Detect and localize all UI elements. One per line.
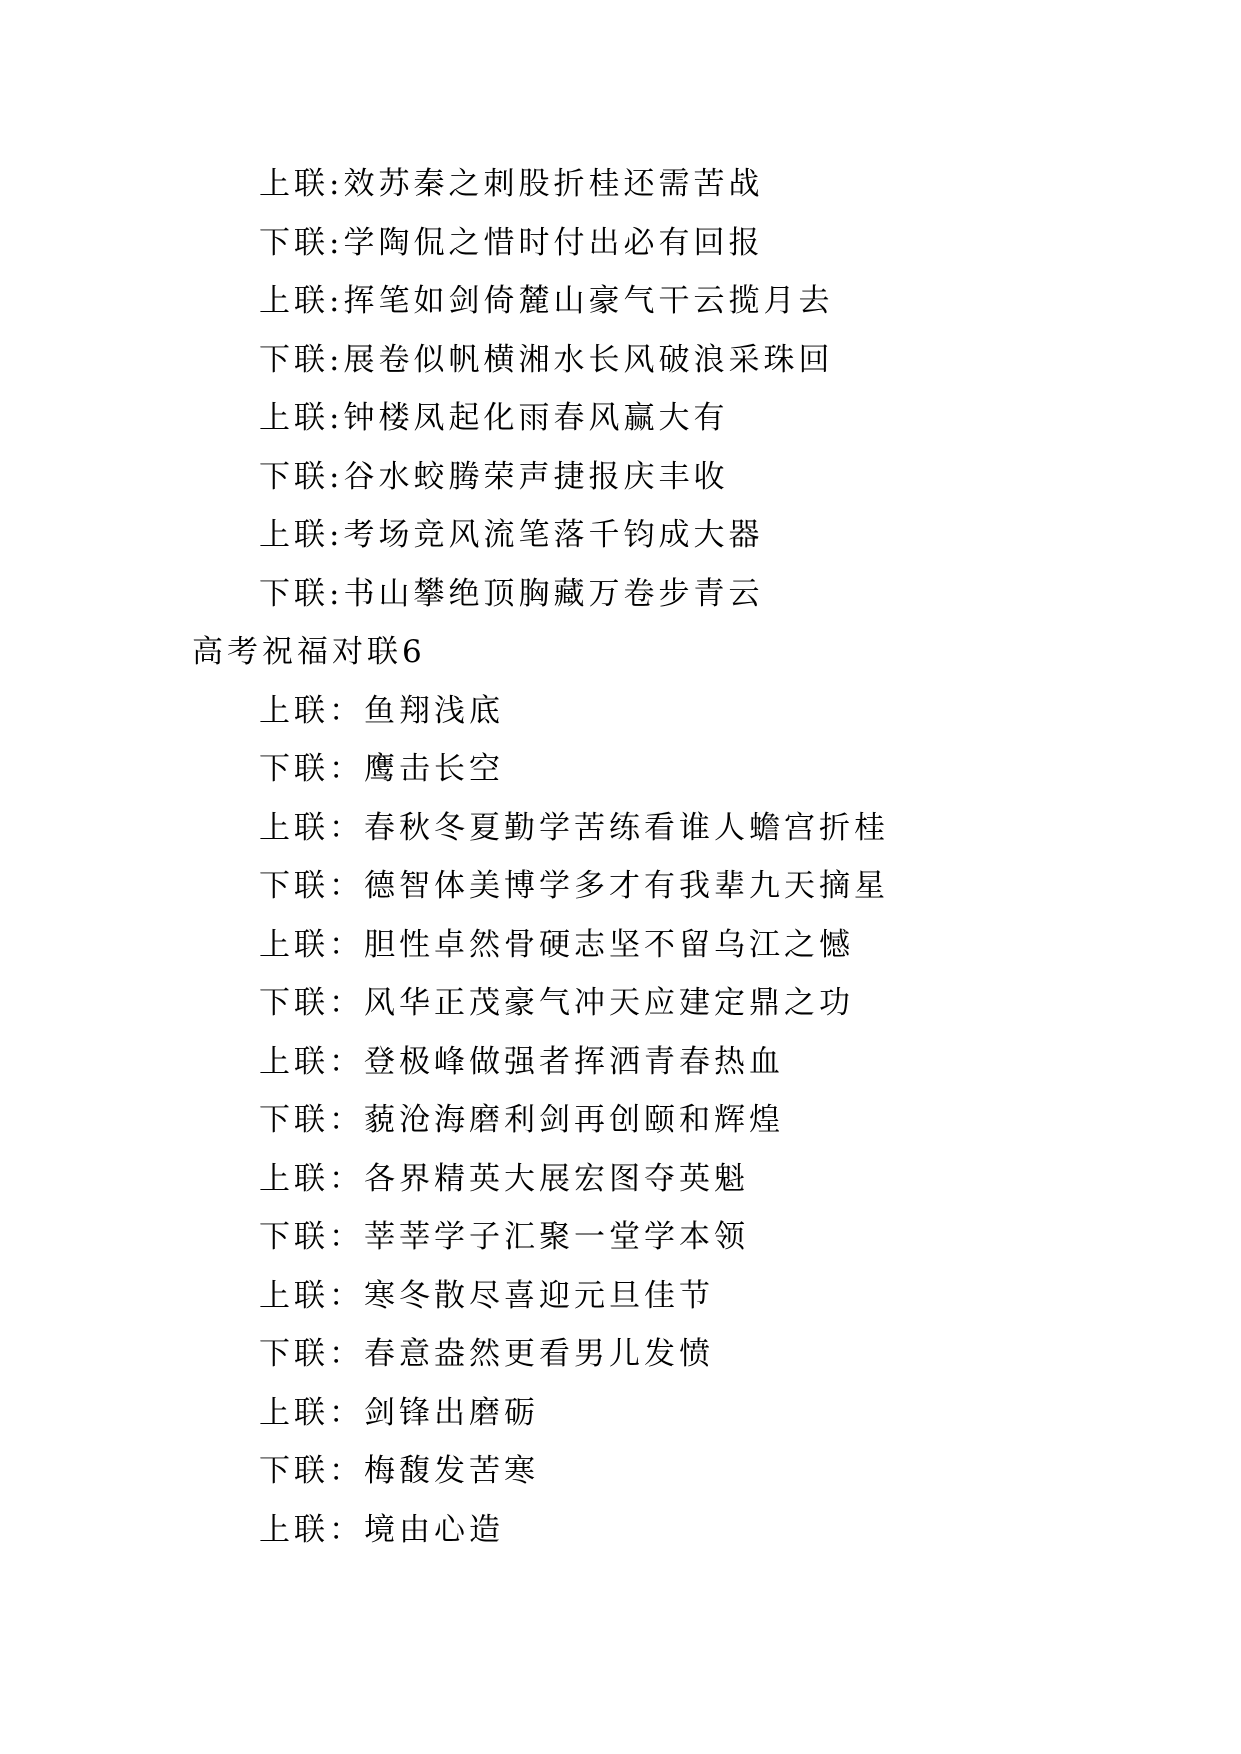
couplet-line: 上联：剑锋出磨砺	[259, 1394, 539, 1431]
couplet-line: 上联：鱼翔浅底	[259, 692, 504, 729]
couplet-line: 下联:谷水蛟腾荣声捷报庆丰收	[259, 458, 729, 495]
couplet-line: 上联：胆性卓然骨硬志坚不留乌江之憾	[259, 926, 854, 963]
couplet-line: 下联:学陶侃之惜时付出必有回报	[259, 224, 764, 261]
couplet-line: 下联：梅馥发苦寒	[259, 1453, 539, 1489]
couplet-line: 上联:钟楼凤起化雨春风赢大有	[259, 400, 729, 436]
section-heading: 高考祝福对联6	[192, 634, 426, 670]
couplet-line: 上联：登极峰做强者挥洒青春热血	[259, 1043, 784, 1080]
couplet-line: 下联:书山攀绝顶胸藏万卷步青云	[259, 575, 764, 612]
couplet-line: 上联:考场竞风流笔落千钧成大器	[259, 517, 764, 553]
couplet-line: 上联：春秋冬夏勤学苦练看谁人蟾宫折桂	[259, 809, 889, 846]
couplet-line: 上联:挥笔如剑倚麓山豪气干云揽月去	[259, 283, 834, 319]
couplet-line: 上联:效苏秦之刺股折桂还需苦战	[259, 166, 764, 202]
couplet-line: 下联：风华正茂豪气冲天应建定鼎之功	[259, 985, 854, 1021]
couplet-line: 下联：藐沧海磨利剑再创颐和辉煌	[259, 1102, 784, 1138]
couplet-line: 下联：莘莘学子汇聚一堂学本领	[259, 1219, 749, 1255]
couplet-line: 下联：春意盎然更看男儿发愤	[259, 1336, 714, 1372]
couplet-line: 下联:展卷似帆横湘水长风破浪采珠回	[259, 341, 834, 378]
couplet-line: 上联：寒冬散尽喜迎元旦佳节	[259, 1277, 714, 1314]
couplet-line: 下联：德智体美博学多才有我辈九天摘星	[259, 868, 889, 904]
couplet-line: 上联：各界精英大展宏图夺英魁	[259, 1160, 749, 1197]
document-body	[0, 155, 1241, 1559]
couplet-line: 下联：鹰击长空	[259, 751, 504, 787]
couplet-line: 上联：境由心造	[259, 1511, 504, 1548]
